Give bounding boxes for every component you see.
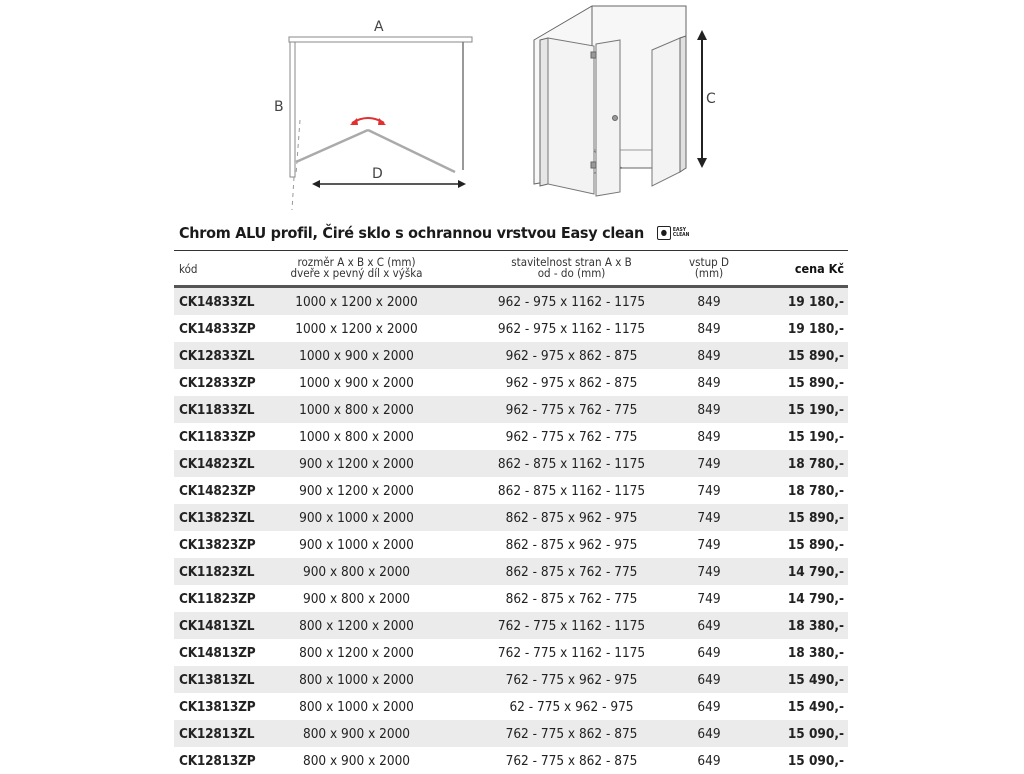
cell-price: 18 380,- — [787, 645, 844, 661]
cell-code: CK11823ZP — [179, 591, 256, 607]
table-body — [174, 288, 848, 774]
cell-adjustability: 862 - 875 x 962 - 975 — [505, 537, 638, 553]
cell-entry: 649 — [697, 753, 721, 769]
droplet-icon: ● — [660, 228, 668, 237]
table-row — [174, 342, 848, 369]
cell-code: CK14833ZL — [179, 294, 255, 310]
table-row — [174, 396, 848, 423]
easy-clean-badge-text: EASY CLEAN — [672, 227, 690, 238]
cell-entry: 649 — [697, 618, 721, 634]
cell-code: CK13823ZP — [179, 537, 256, 553]
header-entry — [679, 257, 739, 279]
cell-size: 1000 x 900 x 2000 — [299, 348, 414, 364]
table-row — [174, 612, 848, 639]
cell-entry: 849 — [697, 402, 721, 418]
cell-entry: 849 — [697, 294, 721, 310]
cell-code: CK14813ZL — [179, 618, 255, 634]
table-row — [174, 288, 848, 315]
cell-code: CK14823ZP — [179, 483, 256, 499]
table-row — [174, 585, 848, 612]
cell-adjustability: 962 - 975 x 862 - 875 — [505, 375, 638, 391]
cell-price: 14 790,- — [787, 564, 844, 580]
header-size-line1: rozměr A x B x C (mm) — [297, 255, 416, 269]
cell-code: CK11833ZL — [179, 402, 255, 418]
diagrams — [0, 0, 1024, 215]
cell-price: 18 780,- — [787, 456, 844, 472]
cell-price: 15 190,- — [787, 429, 844, 445]
cell-adjustability: 962 - 975 x 1162 - 1175 — [497, 321, 646, 337]
cell-adjustability: 762 - 775 x 1162 - 1175 — [497, 618, 646, 634]
dimension-label-d: D — [372, 166, 383, 182]
cell-code: CK14813ZP — [179, 645, 256, 661]
page-title: Chrom ALU profil, Čiré sklo s ochrannou vrstvou Easy clean — [179, 224, 644, 242]
cell-price: 15 490,- — [787, 672, 844, 688]
price-table — [174, 250, 848, 774]
cell-adjustability: 962 - 775 x 762 - 775 — [505, 402, 638, 418]
cell-size: 900 x 1000 x 2000 — [299, 537, 414, 553]
cell-entry: 849 — [697, 429, 721, 445]
cell-code: CK12833ZL — [179, 348, 255, 364]
cell-size: 800 x 900 x 2000 — [302, 753, 411, 769]
cell-code: CK12813ZL — [179, 726, 255, 742]
cell-price: 15 090,- — [787, 726, 844, 742]
cell-entry: 649 — [697, 726, 721, 742]
cell-size: 1000 x 800 x 2000 — [299, 429, 414, 445]
cell-price: 15 890,- — [787, 510, 844, 526]
table-row — [174, 315, 848, 342]
cell-code: CK12813ZP — [179, 753, 256, 769]
cell-price: 18 780,- — [787, 483, 844, 499]
cell-code: CK13813ZP — [179, 699, 256, 715]
header-code: kód — [179, 262, 198, 276]
plan-view-diagram — [289, 37, 472, 210]
cell-adjustability: 62 - 775 x 962 - 975 — [509, 699, 634, 715]
table-row — [174, 531, 848, 558]
table-header — [174, 251, 848, 285]
cell-entry: 749 — [697, 591, 721, 607]
dimension-label-a: A — [374, 19, 384, 35]
cell-entry: 749 — [697, 564, 721, 580]
cell-adjustability: 762 - 775 x 862 - 875 — [505, 726, 638, 742]
header-adjustability — [484, 257, 659, 279]
cell-entry: 649 — [697, 672, 721, 688]
table-row — [174, 477, 848, 504]
cell-code: CK12833ZP — [179, 375, 256, 391]
cell-code: CK14833ZP — [179, 321, 256, 337]
cell-size: 1000 x 1200 x 2000 — [295, 321, 418, 337]
table-row — [174, 720, 848, 747]
cell-size: 900 x 800 x 2000 — [302, 564, 411, 580]
cell-price: 19 180,- — [787, 321, 844, 337]
cell-code: CK11823ZL — [179, 564, 255, 580]
header-adjustability-line1: stavitelnost stran A x B — [511, 255, 632, 269]
cell-size: 800 x 1000 x 2000 — [299, 672, 414, 688]
cell-code: CK14823ZL — [179, 456, 255, 472]
cell-adjustability: 862 - 875 x 962 - 975 — [505, 510, 638, 526]
cell-adjustability: 762 - 775 x 1162 - 1175 — [497, 645, 646, 661]
header-adjustability-line2: od - do (mm) — [537, 266, 606, 280]
cell-price: 15 890,- — [787, 348, 844, 364]
table-row — [174, 558, 848, 585]
cell-entry: 849 — [697, 375, 721, 391]
cell-price: 18 380,- — [787, 618, 844, 634]
header-entry-line1: vstup D — [689, 255, 729, 269]
cell-adjustability: 862 - 875 x 762 - 775 — [505, 564, 638, 580]
table-row — [174, 639, 848, 666]
cell-price: 19 180,- — [787, 294, 844, 310]
cell-adjustability: 862 - 875 x 1162 - 1175 — [497, 483, 646, 499]
table-row — [174, 666, 848, 693]
dimension-label-c: C — [706, 91, 716, 107]
cell-adjustability: 862 - 875 x 1162 - 1175 — [497, 456, 646, 472]
cell-entry: 649 — [697, 645, 721, 661]
cell-adjustability: 962 - 975 x 1162 - 1175 — [497, 294, 646, 310]
cell-size: 800 x 900 x 2000 — [302, 726, 411, 742]
cell-price: 15 890,- — [787, 537, 844, 553]
cell-entry: 849 — [697, 348, 721, 364]
table-row — [174, 693, 848, 720]
table-row — [174, 504, 848, 531]
table-row — [174, 423, 848, 450]
cell-size: 800 x 1000 x 2000 — [299, 699, 414, 715]
perspective-view-diagram — [534, 6, 686, 196]
cell-entry: 749 — [697, 510, 721, 526]
cell-entry: 749 — [697, 537, 721, 553]
cell-adjustability: 862 - 875 x 762 - 775 — [505, 591, 638, 607]
cell-size: 900 x 1200 x 2000 — [299, 483, 414, 499]
cell-price: 14 790,- — [787, 591, 844, 607]
cell-size: 1000 x 900 x 2000 — [299, 375, 414, 391]
cell-size: 900 x 1000 x 2000 — [299, 510, 414, 526]
cell-adjustability: 762 - 775 x 962 - 975 — [505, 672, 638, 688]
title-row — [179, 222, 690, 244]
cell-adjustability: 762 - 775 x 862 - 875 — [505, 753, 638, 769]
cell-entry: 849 — [697, 321, 721, 337]
header-price: cena Kč — [794, 261, 844, 276]
easy-clean-badge — [657, 226, 671, 240]
table-row — [174, 450, 848, 477]
cell-price: 15 890,- — [787, 375, 844, 391]
cell-price: 15 190,- — [787, 402, 844, 418]
cell-price: 15 490,- — [787, 699, 844, 715]
cell-code: CK11833ZP — [179, 429, 256, 445]
cell-code: CK13823ZL — [179, 510, 255, 526]
cell-entry: 749 — [697, 483, 721, 499]
cell-size: 1000 x 1200 x 2000 — [295, 294, 418, 310]
cell-price: 15 090,- — [787, 753, 844, 769]
cell-entry: 749 — [697, 456, 721, 472]
cell-size: 900 x 1200 x 2000 — [299, 456, 414, 472]
cell-code: CK13813ZL — [179, 672, 255, 688]
table-row — [174, 369, 848, 396]
cell-entry: 649 — [697, 699, 721, 715]
table-row — [174, 747, 848, 774]
dimension-label-b: B — [274, 99, 284, 115]
cell-size: 1000 x 800 x 2000 — [299, 402, 414, 418]
cell-size: 900 x 800 x 2000 — [302, 591, 411, 607]
cell-adjustability: 962 - 775 x 762 - 775 — [505, 429, 638, 445]
cell-adjustability: 962 - 975 x 862 - 875 — [505, 348, 638, 364]
header-size — [284, 257, 429, 279]
cell-size: 800 x 1200 x 2000 — [299, 645, 414, 661]
header-entry-line2: (mm) — [694, 266, 724, 280]
cell-size: 800 x 1200 x 2000 — [299, 618, 414, 634]
header-size-line2: dveře x pevný díl x výška — [290, 266, 423, 280]
